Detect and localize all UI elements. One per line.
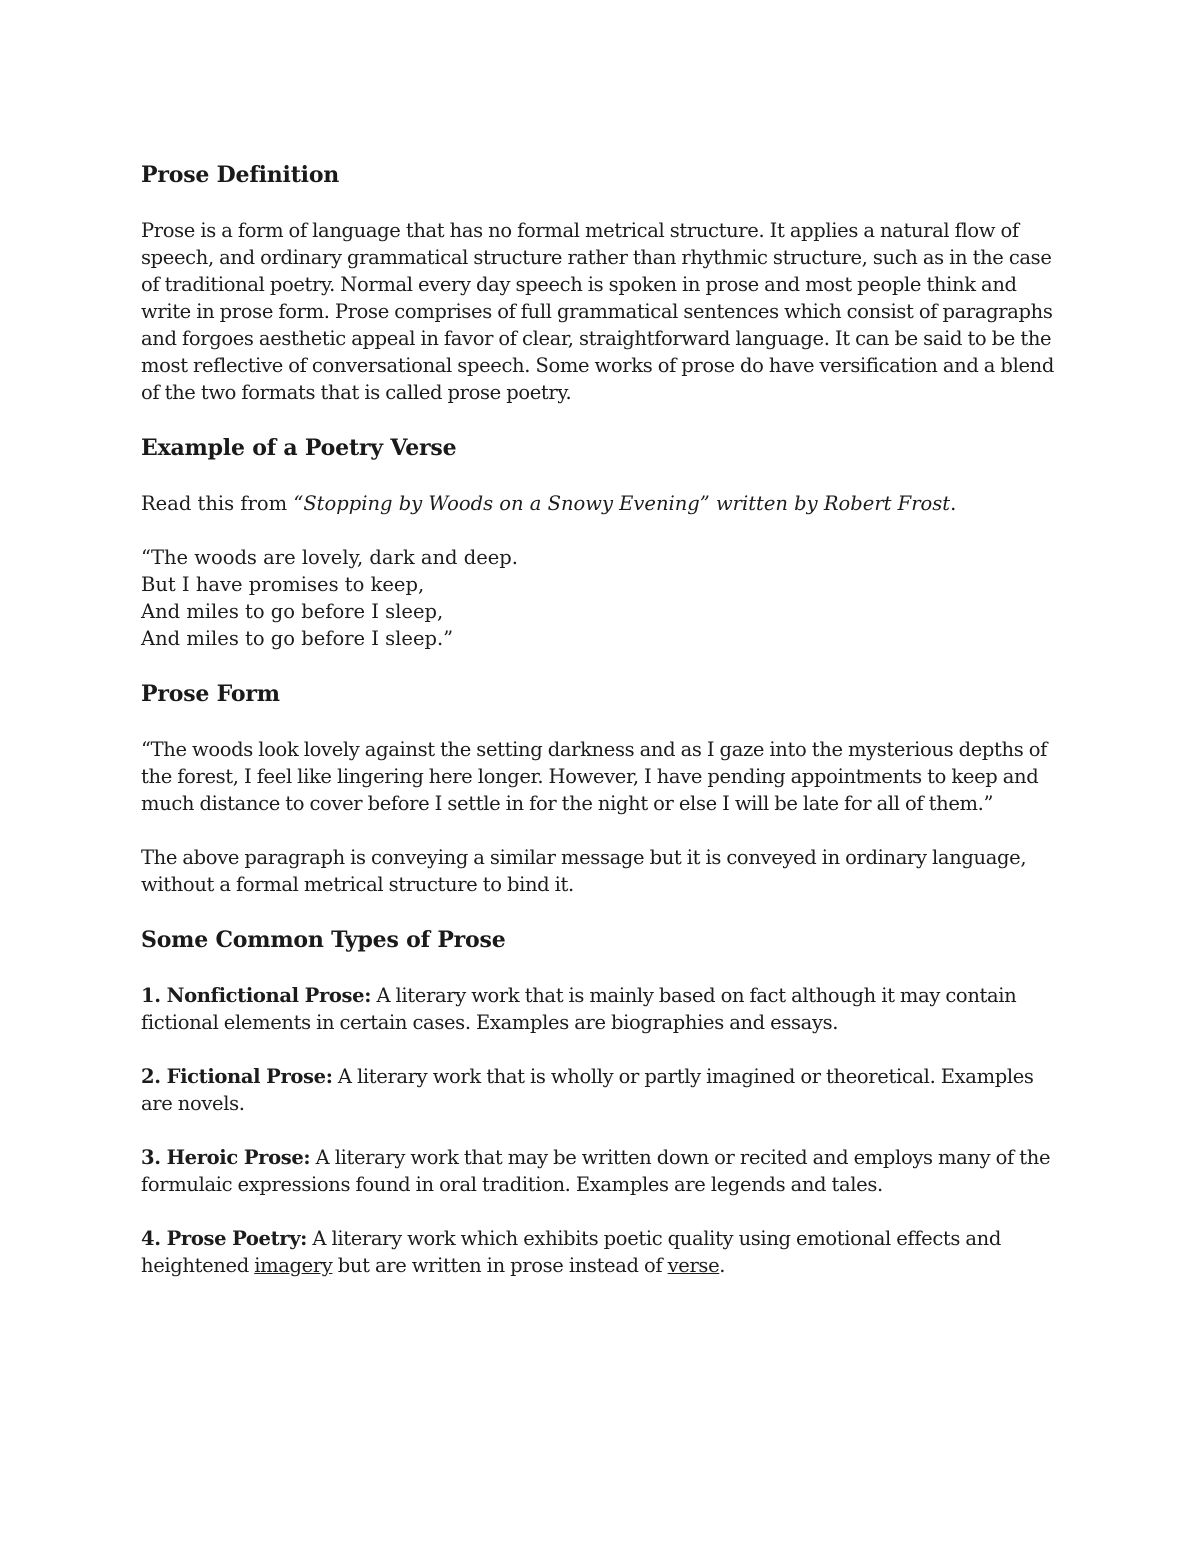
type-item-text: A literary work which exhibits poetic quality using emotional effects and heightened bbox=[141, 1227, 1002, 1277]
type-item-fictional bbox=[141, 1063, 1066, 1117]
prose-form-quote: “The woods look lovely against the setting darkness and as I gaze into the mysterious depths of the forest, I feel like lingering here longer. However, I have pending appointments to keep and much distance to cover before I settle in for the night or else I will be late for all of them.” bbox=[141, 738, 1047, 815]
poem-intro-suffix: . bbox=[950, 492, 957, 515]
imagery-link[interactable]: imagery bbox=[254, 1254, 333, 1277]
poem-intro-title: “Stopping by Woods on a Snowy Evening” written by Robert Frost bbox=[293, 492, 951, 515]
type-item-text: . bbox=[719, 1254, 726, 1277]
type-item-prose-poetry bbox=[141, 1225, 1066, 1279]
poem-line: “The woods are lovely, dark and deep. bbox=[141, 546, 518, 569]
poem-intro-prefix: Read this from bbox=[141, 492, 294, 515]
heading-prose-form: Prose Form bbox=[141, 681, 280, 707]
heading-poetry-verse-example: Example of a Poetry Verse bbox=[141, 435, 457, 461]
prose-form-comment: The above paragraph is conveying a similar message but it is conveyed in ordinary language, without a formal metrical structure to bind it. bbox=[141, 846, 1027, 896]
type-item-label: 4. Prose Poetry: bbox=[141, 1227, 308, 1250]
type-item-text: A literary work that is mainly based on fact although it may contain fictional elements in certain cases. Examples are biographies and essays. bbox=[141, 984, 1017, 1034]
type-item-text: A literary work that is wholly or partly imagined or theoretical. Examples are novels. bbox=[141, 1065, 1034, 1115]
type-item-label: 2. Fictional Prose: bbox=[141, 1065, 333, 1088]
verse-link[interactable]: verse bbox=[667, 1254, 720, 1277]
type-item-nonfictional bbox=[141, 982, 1066, 1036]
heading-prose-definition: Prose Definition bbox=[141, 162, 340, 188]
poem-line: And miles to go before I sleep, bbox=[141, 600, 444, 623]
type-item-text: but are written in prose instead of bbox=[332, 1254, 668, 1277]
type-item-label: 1. Nonfictional Prose: bbox=[141, 984, 372, 1007]
poem-verse bbox=[141, 544, 1066, 652]
type-item-heroic bbox=[141, 1144, 1066, 1198]
poem-intro bbox=[141, 490, 1066, 517]
type-item-label: 3. Heroic Prose: bbox=[141, 1146, 311, 1169]
poem-line: But I have promises to keep, bbox=[141, 573, 425, 596]
type-item-text: A literary work that may be written down or recited and employs many of the formulaic expressions found in oral tradition. Examples are legends and tales. bbox=[141, 1146, 1051, 1196]
heading-common-types: Some Common Types of Prose bbox=[141, 927, 506, 953]
definition-paragraph: Prose is a form of language that has no formal metrical structure. It applies a natural flow of speech, and ordinary grammatical structure rather than rhythmic structure, such as in the case of traditional poetry. Normal every day speech is spoken in prose and most people think and write in prose form. Prose comprises of full grammatical sentences which consist of paragraphs and forgoes aesthetic appeal in favor of clear, straightforward language. It can be said to be the most reflective of conversational speech. Some works of prose do have versification and a blend of the two formats that is called prose poetry. bbox=[141, 219, 1054, 404]
poem-line: And miles to go before I sleep.” bbox=[141, 627, 454, 650]
document-page bbox=[141, 160, 1066, 1279]
